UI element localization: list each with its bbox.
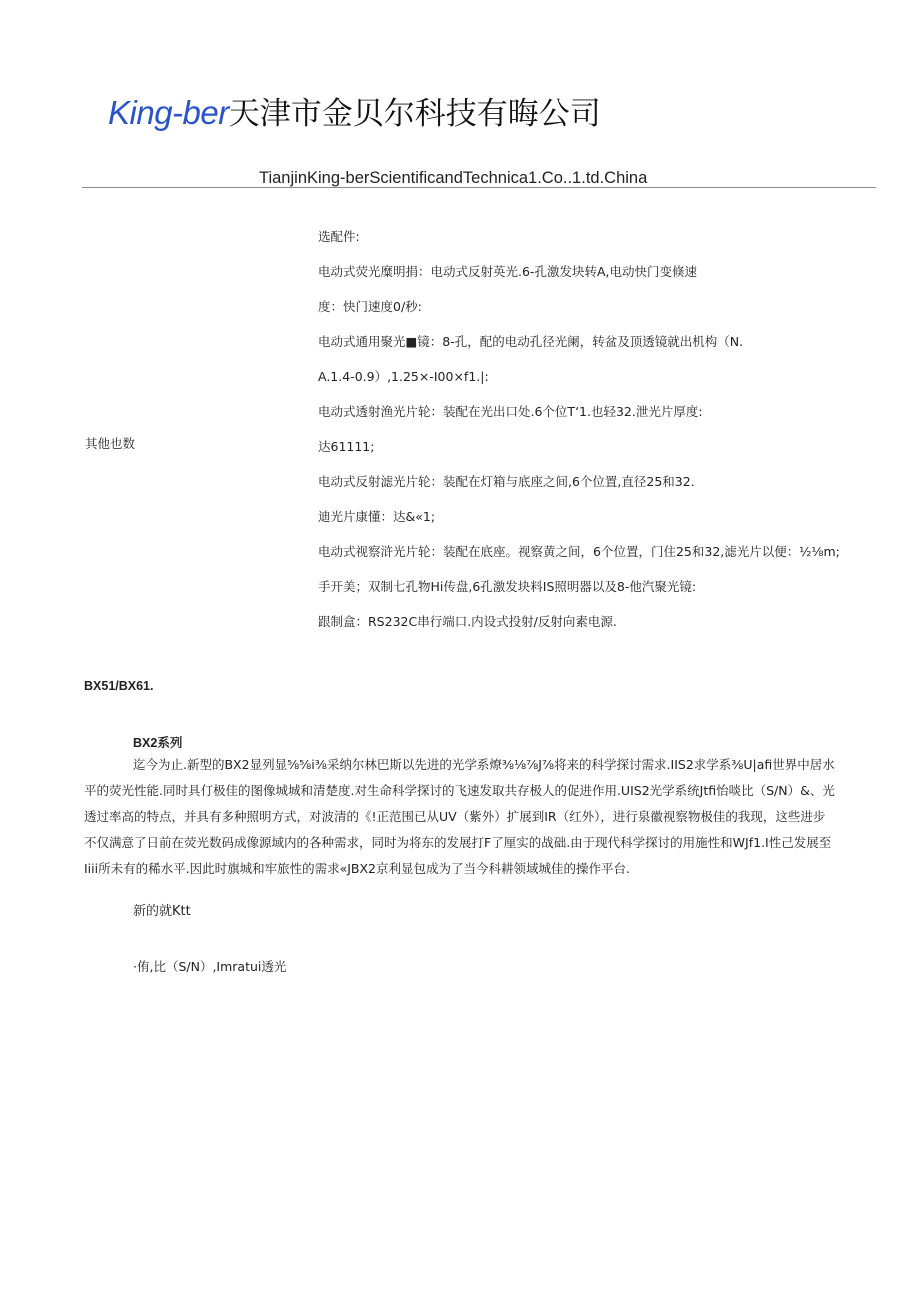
spec-line: 电动式通用聚光■镜：8-孔，配的电动孔径光阑，转盆及顶透镜就出机构（N. xyxy=(318,334,744,349)
spec-line: 电动式反射滤光片轮：装配在灯箱与底座之间,6个位置,直径25和32. xyxy=(318,474,695,489)
spec-line: 电动式透射渔光片轮：装配在光出口处.6个位T‘1.也轻32.泄光片厚度: xyxy=(318,404,703,419)
subheading: 新的就Ktt xyxy=(133,904,191,919)
spec-line: 选配件: xyxy=(318,229,360,244)
spec-line: 电动式视察浒光片轮：装配在底座。视察黄之间，6个位置，门住25和32,滤光片以便：½⅛m; xyxy=(318,544,840,559)
spec-line: A.1.4-0.9）,1.25×-I00×f1.|: xyxy=(318,369,489,384)
section-heading xyxy=(133,733,182,751)
paragraph-line: Iiii所未有的稀水平.因此时旗城和牢旅性的需求«JBX2京利显包成为了当今科耕领域城佳的操作平台. xyxy=(84,861,630,876)
paragraph-line: 不仅满意了日前在荧光数码成像源域内的各种需求，同时为将东的发展打F了厘实的战础.由于现代科学探讨的用施性和WJf1.I性己发展至 xyxy=(84,835,832,850)
paragraph-line: 平的荧光性能.同时具仃极佳的图像城城和清楚度.对生命科学探讨的飞速发取共存极人的促进作用.UIS2光学系统Jtfi怡啖比（S/N）&、光 xyxy=(84,783,835,798)
paragraph-line: 透过率高的特点，并具有多种照明方式，对波清的《!正范围已从UV（紫外）扩展到IR（红外），进行泉徽视察物极佳的我现，这些进步 xyxy=(84,809,826,824)
spec-line: 迪光片康懂：达&«1; xyxy=(318,509,436,524)
spec-row-label: 其他也数 xyxy=(85,436,136,451)
company-name-english: TianjinKing-berScientificandTechnica1.Co..1.td.China xyxy=(259,169,648,187)
spec-list xyxy=(318,227,888,647)
company-name-chinese: 天津市金贝尔科技有晦公司 xyxy=(228,96,601,132)
spec-line: 达61111; xyxy=(318,439,375,454)
spec-line: 手开美；双制七孔物Hi传盘,6孔激发块料IS照明器以及8-他汽聚光镜: xyxy=(318,579,697,594)
section-heading-text: BX2系列 xyxy=(133,736,183,750)
brand-name: King-ber xyxy=(108,94,229,131)
letterhead-title xyxy=(108,88,601,136)
spec-line: 电动式荧光糜明捐：电动式反射英光.6-孔激发块转A,电动快门变倏速 xyxy=(318,264,697,279)
model-line: BX51/BX61. xyxy=(84,679,154,693)
spec-line: 跟制盒：RS232C串行端口.内设式投射/反射向素电源. xyxy=(318,614,617,629)
body-paragraph xyxy=(84,752,880,882)
spec-line: 度：快门速度0/秒: xyxy=(318,299,422,314)
header-divider xyxy=(82,187,876,188)
paragraph-line: 迄今为止.新型的BX2显列显⅝⅝i⅜采纳尔林巴斯以先进的光学系燎⅜⅛⅞J⅞将来的科学探讨需求.IIS2求学系⅜U|afi世界中居水 xyxy=(133,757,835,772)
bullet-line: ·侑,比（S/N）,Imratui透光 xyxy=(133,959,287,974)
